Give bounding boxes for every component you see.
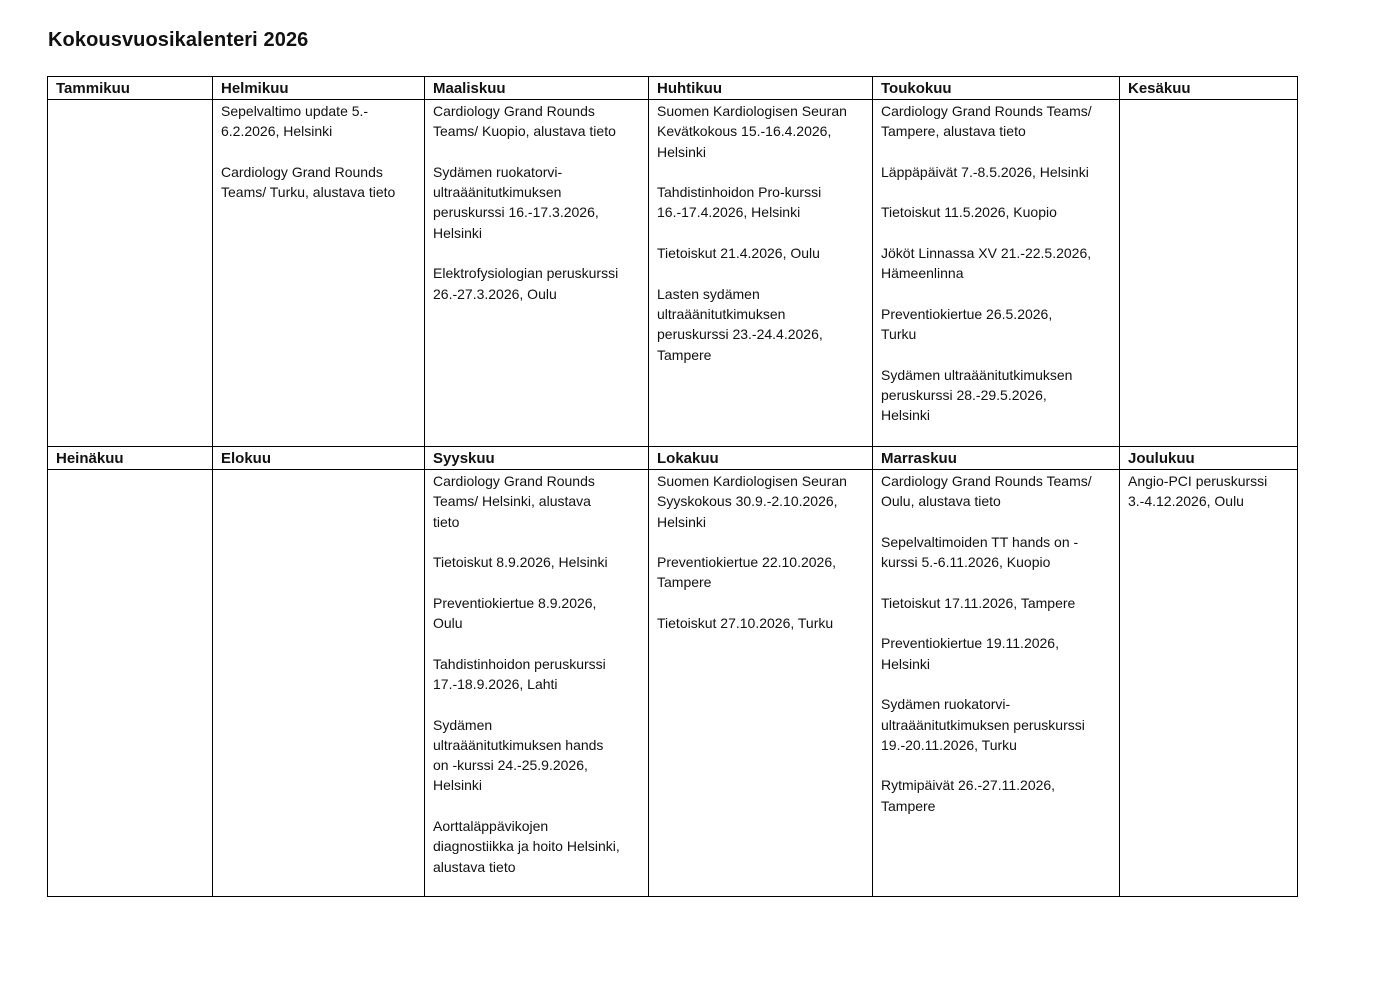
month-header: Syyskuu [425, 447, 649, 470]
event-entry: Angio-PCI peruskurssi 3.-4.12.2026, Oulu [1128, 473, 1268, 510]
event-entry: Tahdistinhoidon peruskurssi 17.-18.9.2026, Lahti [433, 655, 606, 692]
event-entry: Elektrofysiologian peruskurssi 26.-27.3.2026, Oulu [433, 265, 619, 302]
event-entry: Lasten sydämen ultraäänitutkimuksen peruskurssi 23.-24.4.2026, Tampere [657, 285, 823, 363]
month-header-row [48, 77, 1298, 100]
month-header: Tammikuu [48, 77, 213, 100]
event-entry: Rytmipäivät 26.-27.11.2026, Tampere [881, 777, 1056, 814]
event-entry: Jököt Linnassa XV 21.-22.5.2026, Hämeenlinna [881, 245, 1092, 282]
event-entry: Aorttaläppävikojen diagnostiikka ja hoito Helsinki, alustava tieto [433, 818, 620, 875]
event-list [433, 471, 640, 877]
event-entry: Preventiokiertue 26.5.2026, Turku [881, 305, 1053, 343]
event-entry: Cardiology Grand Rounds Teams/ Oulu, alustava tieto [881, 473, 1092, 510]
event-entry: Sydämen ultraäänitutkimuksen peruskurssi 28.-29.5.2026, Helsinki [881, 366, 1073, 424]
event-entry: Cardiology Grand Rounds Teams/ Turku, alustava tieto [221, 163, 396, 201]
event-entry: Sydämen ruokatorvi- ultraäänitutkimuksen peruskurssi 16.-17.3.2026, Helsinki [433, 163, 599, 241]
event-entry: Cardiology Grand Rounds Teams/ Kuopio, alustava tieto [433, 103, 616, 140]
month-header: Lokakuu [649, 447, 873, 470]
month-header: Huhtikuu [649, 77, 873, 100]
event-list [1128, 471, 1289, 512]
month-header: Maaliskuu [425, 77, 649, 100]
event-entry: Tietoiskut 17.11.2026, Tampere [881, 594, 1076, 611]
month-events-cell [649, 470, 873, 897]
month-header: Elokuu [213, 447, 425, 470]
month-events-row [48, 470, 1298, 897]
event-entry: Preventiokiertue 22.10.2026, Tampere [657, 554, 837, 591]
month-events-cell [873, 470, 1120, 897]
month-header: Joulukuu [1120, 447, 1298, 470]
event-list [433, 101, 640, 304]
month-header: Kesäkuu [1120, 77, 1298, 100]
event-list [657, 101, 864, 365]
month-events-cell [425, 470, 649, 897]
event-list [881, 101, 1111, 426]
month-events-row [48, 100, 1298, 447]
event-entry: Sydämen ultraäänitutkimuksen hands on -kurssi 24.-25.9.2026, Helsinki [433, 716, 604, 794]
calendar-table [47, 76, 1298, 897]
month-header: Helmikuu [213, 77, 425, 100]
month-header: Toukokuu [873, 77, 1120, 100]
month-events-cell [425, 100, 649, 447]
month-header: Marraskuu [873, 447, 1120, 470]
event-entry: Suomen Kardiologisen Seuran Kevätkokous 15.-16.4.2026, Helsinki [657, 103, 847, 160]
event-entry: Sydämen ruokatorvi- ultraäänitutkimuksen peruskurssi 19.-20.11.2026, Turku [881, 696, 1085, 753]
event-entry: Preventiokiertue 8.9.2026, Oulu [433, 594, 597, 632]
month-header: Heinäkuu [48, 447, 213, 470]
event-entry: Tahdistinhoidon Pro-kurssi 16.-17.4.2026, Helsinki [657, 184, 822, 221]
month-events-cell [48, 470, 213, 897]
event-list [881, 471, 1111, 816]
event-entry: Sepelvaltimoiden TT hands on - kurssi 5.-6.11.2026, Kuopio [881, 533, 1079, 571]
event-entry: Cardiology Grand Rounds Teams/ Helsinki, alustava tieto [433, 473, 595, 530]
document-title: Kokousvuosikalenteri 2026 [48, 29, 309, 51]
event-entry: Cardiology Grand Rounds Teams/ Tampere, alustava tieto [881, 103, 1092, 140]
event-entry: Tietoiskut 8.9.2026, Helsinki [433, 554, 608, 571]
month-events-cell [1120, 470, 1298, 897]
month-events-cell [873, 100, 1120, 447]
event-list [221, 101, 416, 202]
event-entry: Sepelvaltimo update 5.- 6.2.2026, Helsinki [221, 103, 369, 140]
month-events-cell [1120, 100, 1298, 447]
event-entry: Suomen Kardiologisen Seuran Syyskokous 30.9.-2.10.2026, Helsinki [657, 473, 847, 530]
event-entry: Läppäpäivät 7.-8.5.2026, Helsinki [881, 163, 1089, 180]
event-entry: Tietoiskut 11.5.2026, Kuopio [881, 204, 1057, 221]
month-events-cell [213, 100, 425, 447]
month-events-cell [649, 100, 873, 447]
event-list [657, 471, 864, 633]
event-entry: Tietoiskut 21.4.2026, Oulu [657, 245, 820, 262]
event-entry: Preventiokiertue 19.11.2026, Helsinki [881, 635, 1059, 672]
event-entry: Tietoiskut 27.10.2026, Turku [657, 615, 834, 632]
month-header-row [48, 447, 1298, 470]
month-events-cell [48, 100, 213, 447]
month-events-cell [213, 470, 425, 897]
